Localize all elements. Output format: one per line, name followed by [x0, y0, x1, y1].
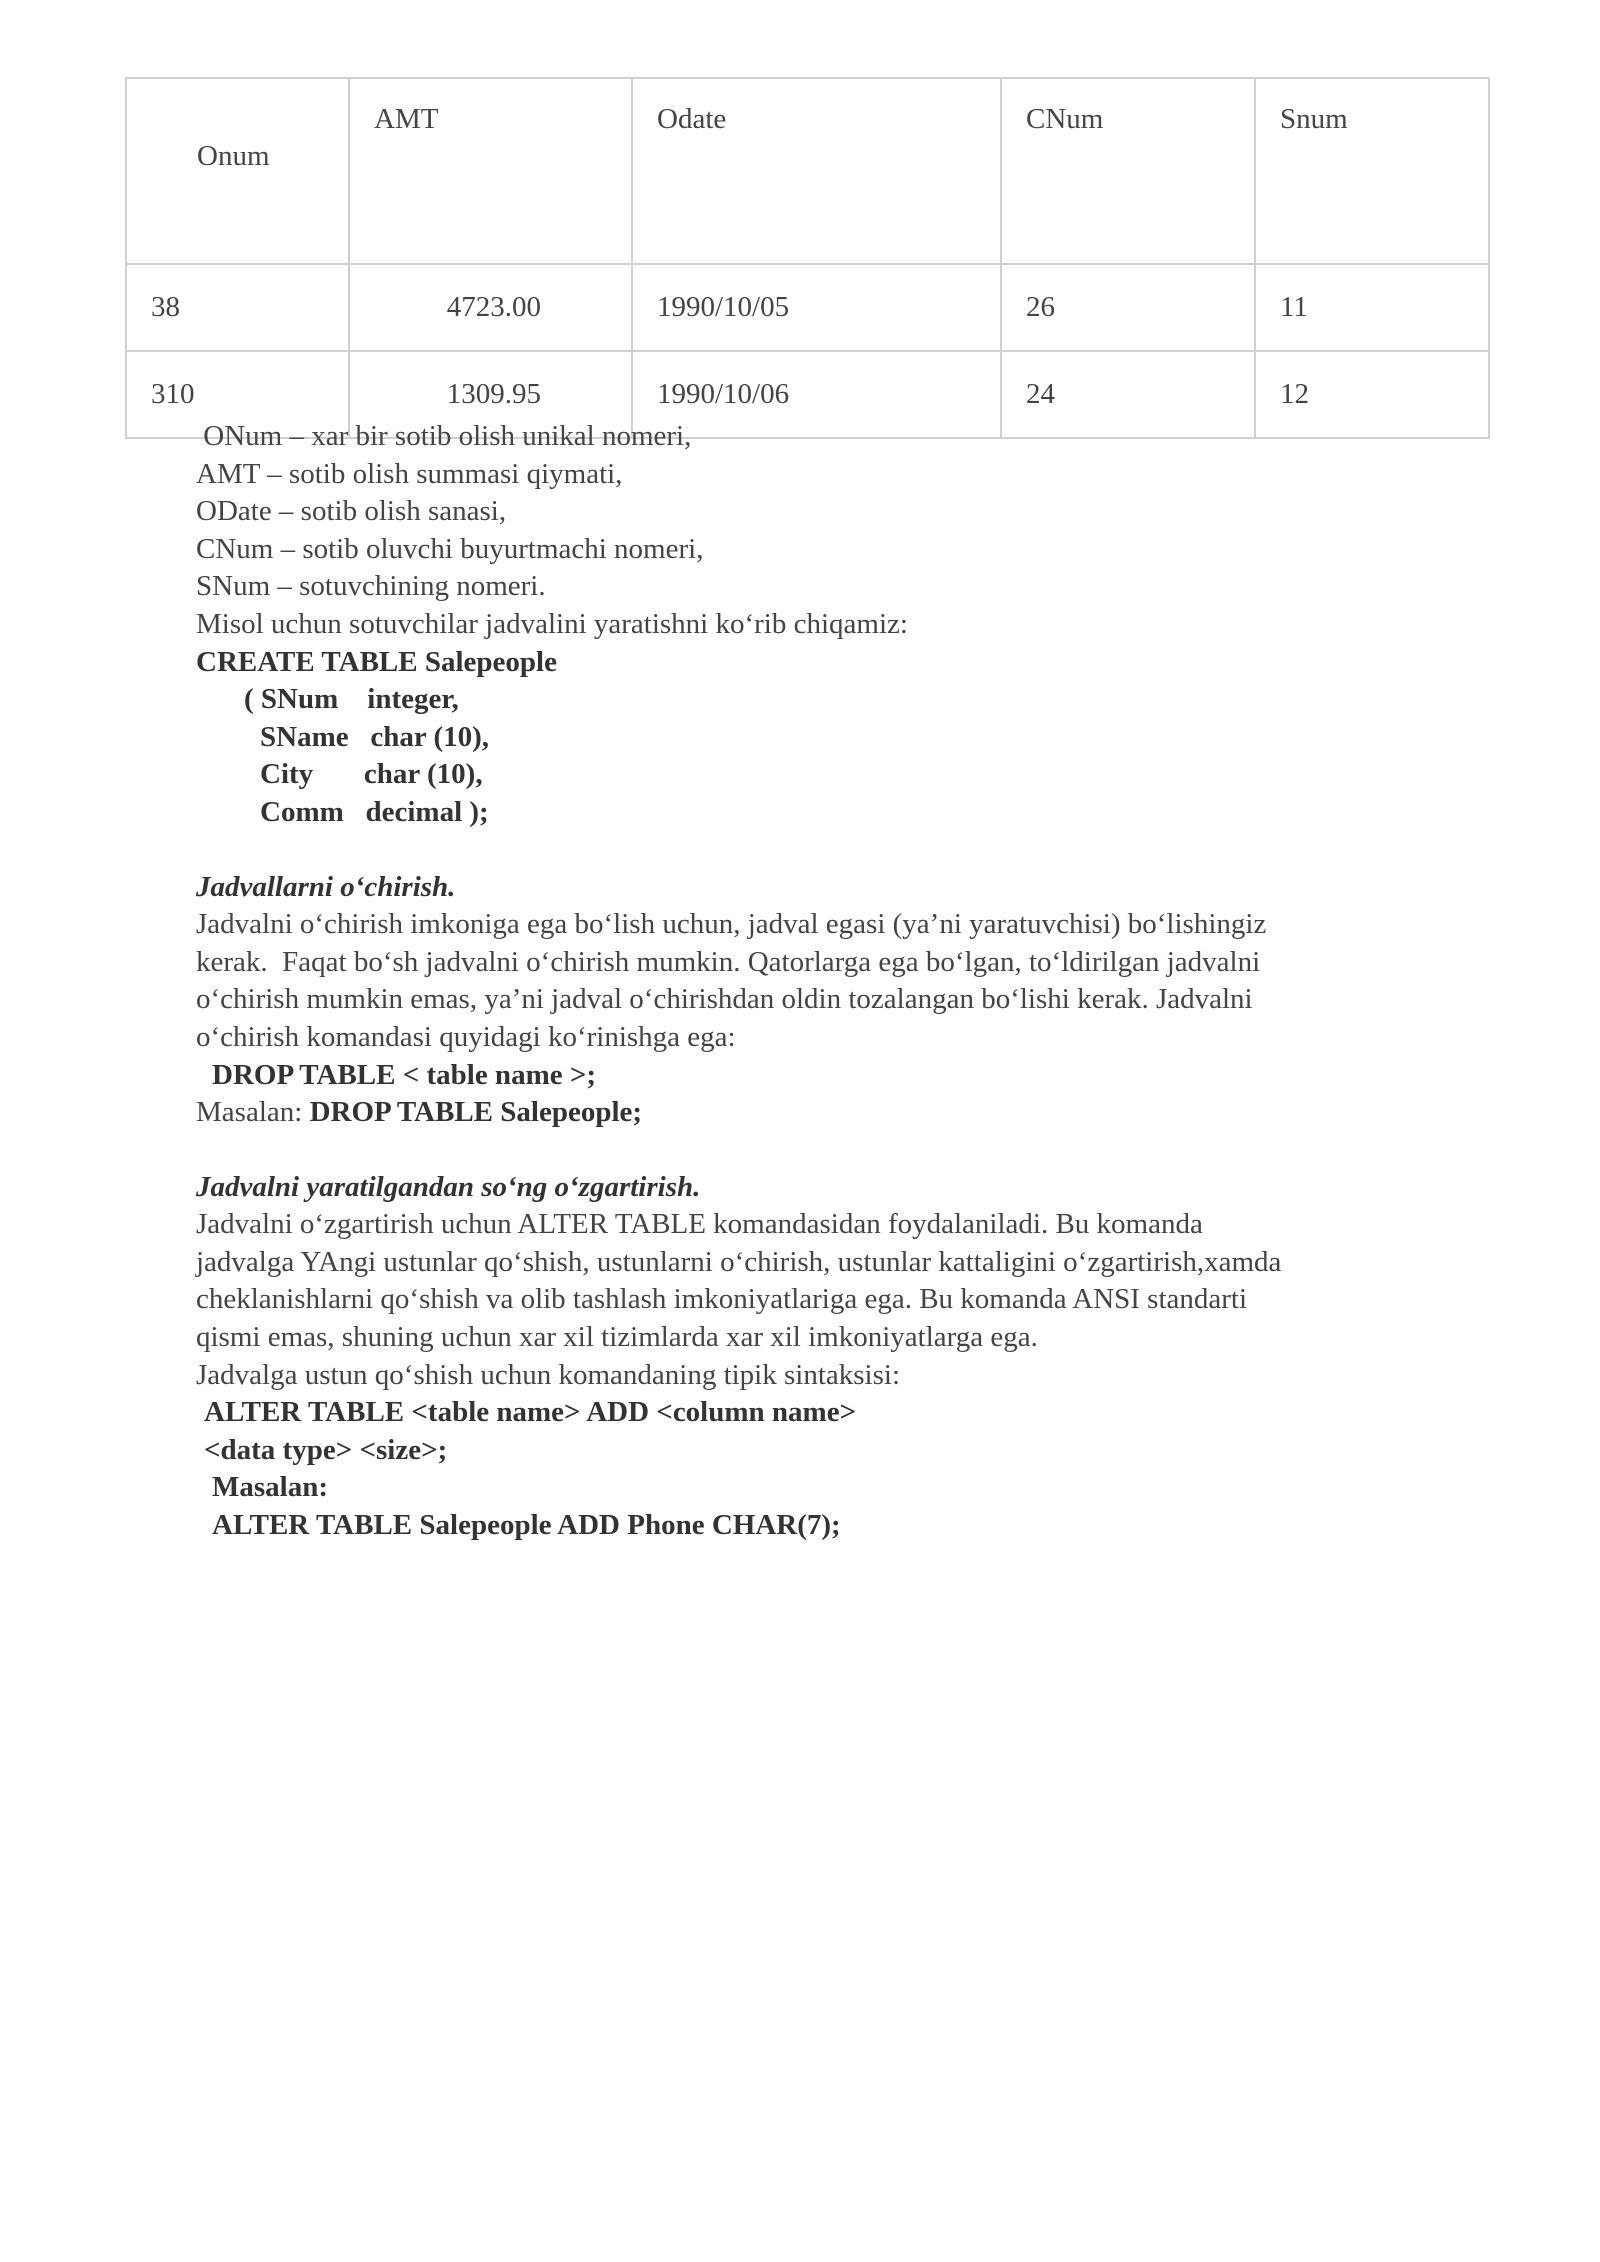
definition-line: ODate – sotib olish sanasi,: [196, 495, 507, 528]
header-cell: Onum: [126, 78, 349, 264]
paragraph-line: Jadvalni o‘zgartirish uchun ALTER TABLE komandasidan foydalaniladi. Bu komanda: [196, 1208, 1203, 1241]
definition-line: ONum – xar bir sotib olish unikal nomeri,: [196, 420, 692, 452]
paragraph-line: o‘chirish komandasi quyidagi ko‘rinishga ega:: [196, 1020, 736, 1053]
document-body: [196, 418, 1456, 1545]
create-code-line: Comm decimal );: [260, 795, 489, 828]
spacer: [196, 832, 1456, 869]
example-label: Masalan:: [196, 1096, 310, 1129]
header-cell: CNum: [1001, 78, 1255, 264]
header-cell: Odate: [632, 78, 1001, 264]
table-header-row: [126, 78, 1489, 264]
table-cell: 4723.00: [349, 264, 632, 351]
paragraph-line: cheklanishlarni qo‘shish va olib tashlash imkoniyatlariga ega. Bu komanda ANSI standarti: [196, 1283, 1248, 1316]
definition-line: AMT – sotib olish summasi qiymati,: [196, 457, 623, 490]
example-code: ALTER TABLE Salepeople ADD Phone CHAR(7);: [212, 1509, 841, 1542]
intro-text: Misol uchun sotuvchilar jadvalini yaratishni ko‘rib chiqamiz:: [196, 607, 908, 640]
alter-syntax: <data type> <size>;: [204, 1433, 448, 1466]
paragraph-line: o‘chirish mumkin emas, ya’ni jadval o‘chirishdan oldin tozalangan bo‘lishi kerak. Jadvalni: [196, 983, 1253, 1016]
table-row: [126, 264, 1489, 351]
header-cell: AMT: [349, 78, 632, 264]
definition-line: CNum – sotib oluvchi buyurtmachi nomeri,: [196, 532, 704, 565]
drop-syntax: DROP TABLE < table name >;: [212, 1058, 597, 1091]
table-cell: 26: [1001, 264, 1255, 351]
table-cell: 1990/10/06: [632, 351, 1001, 438]
drop-example: [196, 1094, 1456, 1132]
create-code-line: CREATE TABLE Salepeople: [196, 645, 557, 678]
paragraph-line: Jadvalni o‘chirish imkoniga ega bo‘lish uchun, jadval egasi (ya’ni yaratuvchisi) bo‘lishingiz: [196, 908, 1267, 941]
paragraph-line: jadvalga YAngi ustunlar qo‘shish, ustunlarni o‘chirish, ustunlar kattaligini o‘zgartirish,xamda: [196, 1245, 1282, 1278]
paragraph-line: qismi emas, shuning uchun xar xil tizimlarda xar xil imkoniyatlarga ega.: [196, 1321, 1038, 1354]
table-cell: 38: [126, 264, 349, 351]
definition-line: SNum – sotuvchining nomeri.: [196, 570, 546, 603]
table-cell: 24: [1001, 351, 1255, 438]
spacer: [196, 1132, 1456, 1169]
section-heading-alter: Jadvalni yaratilgandan so‘ng o‘zgartirish.: [196, 1170, 701, 1203]
create-code-line: SName char (10),: [260, 720, 490, 753]
table-cell: 11: [1255, 264, 1489, 351]
table-cell: 1990/10/05: [632, 264, 1001, 351]
table-cell: 1309.95: [349, 351, 632, 438]
example-label: Masalan:: [212, 1471, 328, 1504]
alter-syntax: ALTER TABLE <table name> ADD <column name>: [204, 1396, 857, 1429]
header-cell: Snum: [1255, 78, 1489, 264]
example-code: DROP TABLE Salepeople;: [309, 1096, 643, 1129]
table-cell: 12: [1255, 351, 1489, 438]
create-code-line: City char (10),: [260, 758, 483, 791]
paragraph-line: kerak. Faqat bo‘sh jadvalni o‘chirish mumkin. Qatorlarga ega bo‘lgan, to‘ldirilgan jadvalni: [196, 945, 1261, 978]
create-code-line: ( SNum integer,: [244, 683, 459, 716]
paragraph-line: Jadvalga ustun qo‘shish uchun komandaning tipik sintaksisi:: [196, 1358, 901, 1391]
orders-table: [125, 77, 1490, 439]
section-heading-drop: Jadvallarni o‘chirish.: [196, 870, 456, 903]
table-cell: 310: [126, 351, 349, 438]
